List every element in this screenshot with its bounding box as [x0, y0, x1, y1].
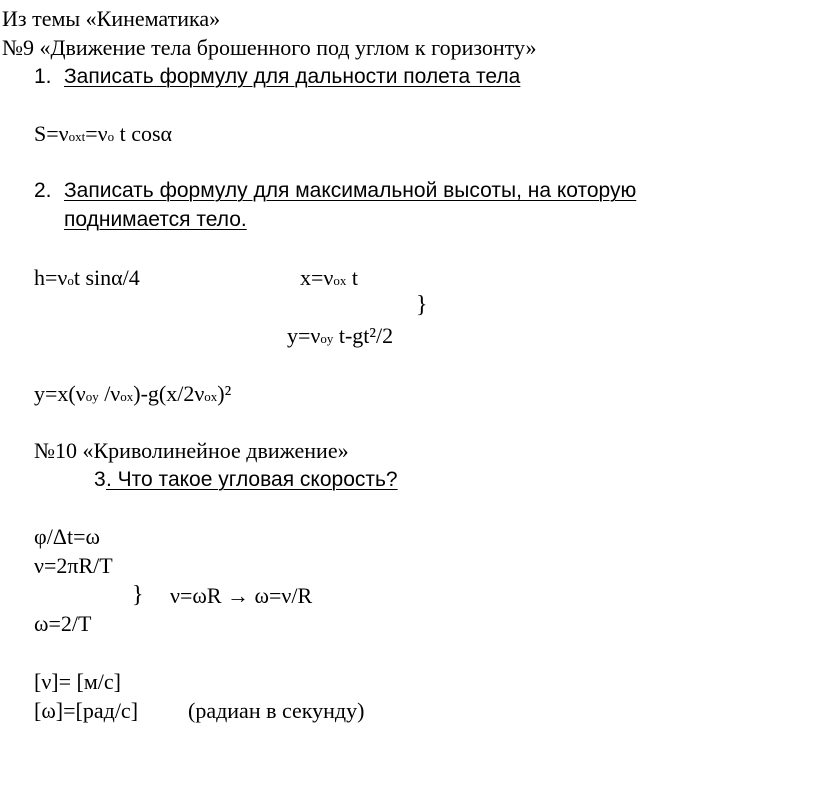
item2-text-line1: Записать формулу для максимальной высоты, на которую [64, 179, 637, 202]
item3-number: 3 [94, 468, 106, 491]
trajectory-formula-sub: ox [204, 389, 218, 404]
problem10-heading: №10 «Криволинейное движение» [34, 438, 349, 463]
trajectory-formula-part: y=x(ν [34, 381, 86, 406]
range-formula-part: t cosα [114, 121, 173, 146]
problem9-heading: №9 «Движение тела брошенного под углом к горизонту» [2, 35, 537, 60]
system-brace-2: } [132, 582, 144, 608]
x-formula-part: x=ν [300, 265, 334, 290]
height-formula-sub: o [67, 273, 74, 288]
velocity-period-formula: ν=2πR/T [34, 553, 113, 578]
range-formula-part: S=ν [34, 121, 69, 146]
velocity-units: [ν]= [м/с] [34, 669, 121, 694]
range-formula-sub: oxt [68, 129, 86, 144]
trajectory-formula-part: )² [217, 381, 232, 406]
trajectory-formula-part: /ν [98, 381, 121, 406]
y-formula-part: t-gt²/2 [333, 323, 394, 348]
range-formula [34, 123, 172, 145]
trajectory-formula-part: )-g(x/2ν [133, 381, 205, 406]
units-note: (радиан в секунду) [188, 698, 365, 723]
linear-angular-relation: ν=ωR → ω=ν/R [170, 583, 313, 608]
trajectory-formula-sub: ox [120, 389, 134, 404]
item2-text-line2: поднимается тело. [64, 208, 247, 231]
topic-heading: Из темы «Кинематика» [2, 6, 221, 31]
x-formula-part: t [346, 265, 358, 290]
height-formula-part: h=ν [34, 265, 68, 290]
trajectory-formula-sub: oy [85, 389, 99, 404]
height-formula-part: t sinα/4 [73, 265, 140, 290]
item2-number: 2. [34, 179, 52, 202]
x-formula [300, 267, 358, 289]
y-formula-part: y=ν [287, 323, 321, 348]
height-formula [34, 267, 140, 289]
x-formula-sub: ox [333, 273, 347, 288]
range-formula-sub: o [107, 129, 115, 144]
item3-text: . Что такое угловая скорость? [106, 468, 398, 491]
y-formula-sub: oy [320, 331, 334, 346]
angular-velocity-units: [ω]=[рад/с] [34, 698, 139, 723]
item1-text: Записать формулу для дальности полета тела [64, 65, 521, 88]
item1-number: 1. [34, 65, 52, 88]
omega-period-formula: ω=2/T [34, 611, 92, 636]
trajectory-formula [34, 383, 231, 405]
y-formula [287, 325, 393, 347]
range-formula-part: =ν [85, 121, 108, 146]
angular-velocity-formula: φ/Δt=ω [34, 524, 100, 549]
system-brace-1: } [416, 292, 428, 318]
